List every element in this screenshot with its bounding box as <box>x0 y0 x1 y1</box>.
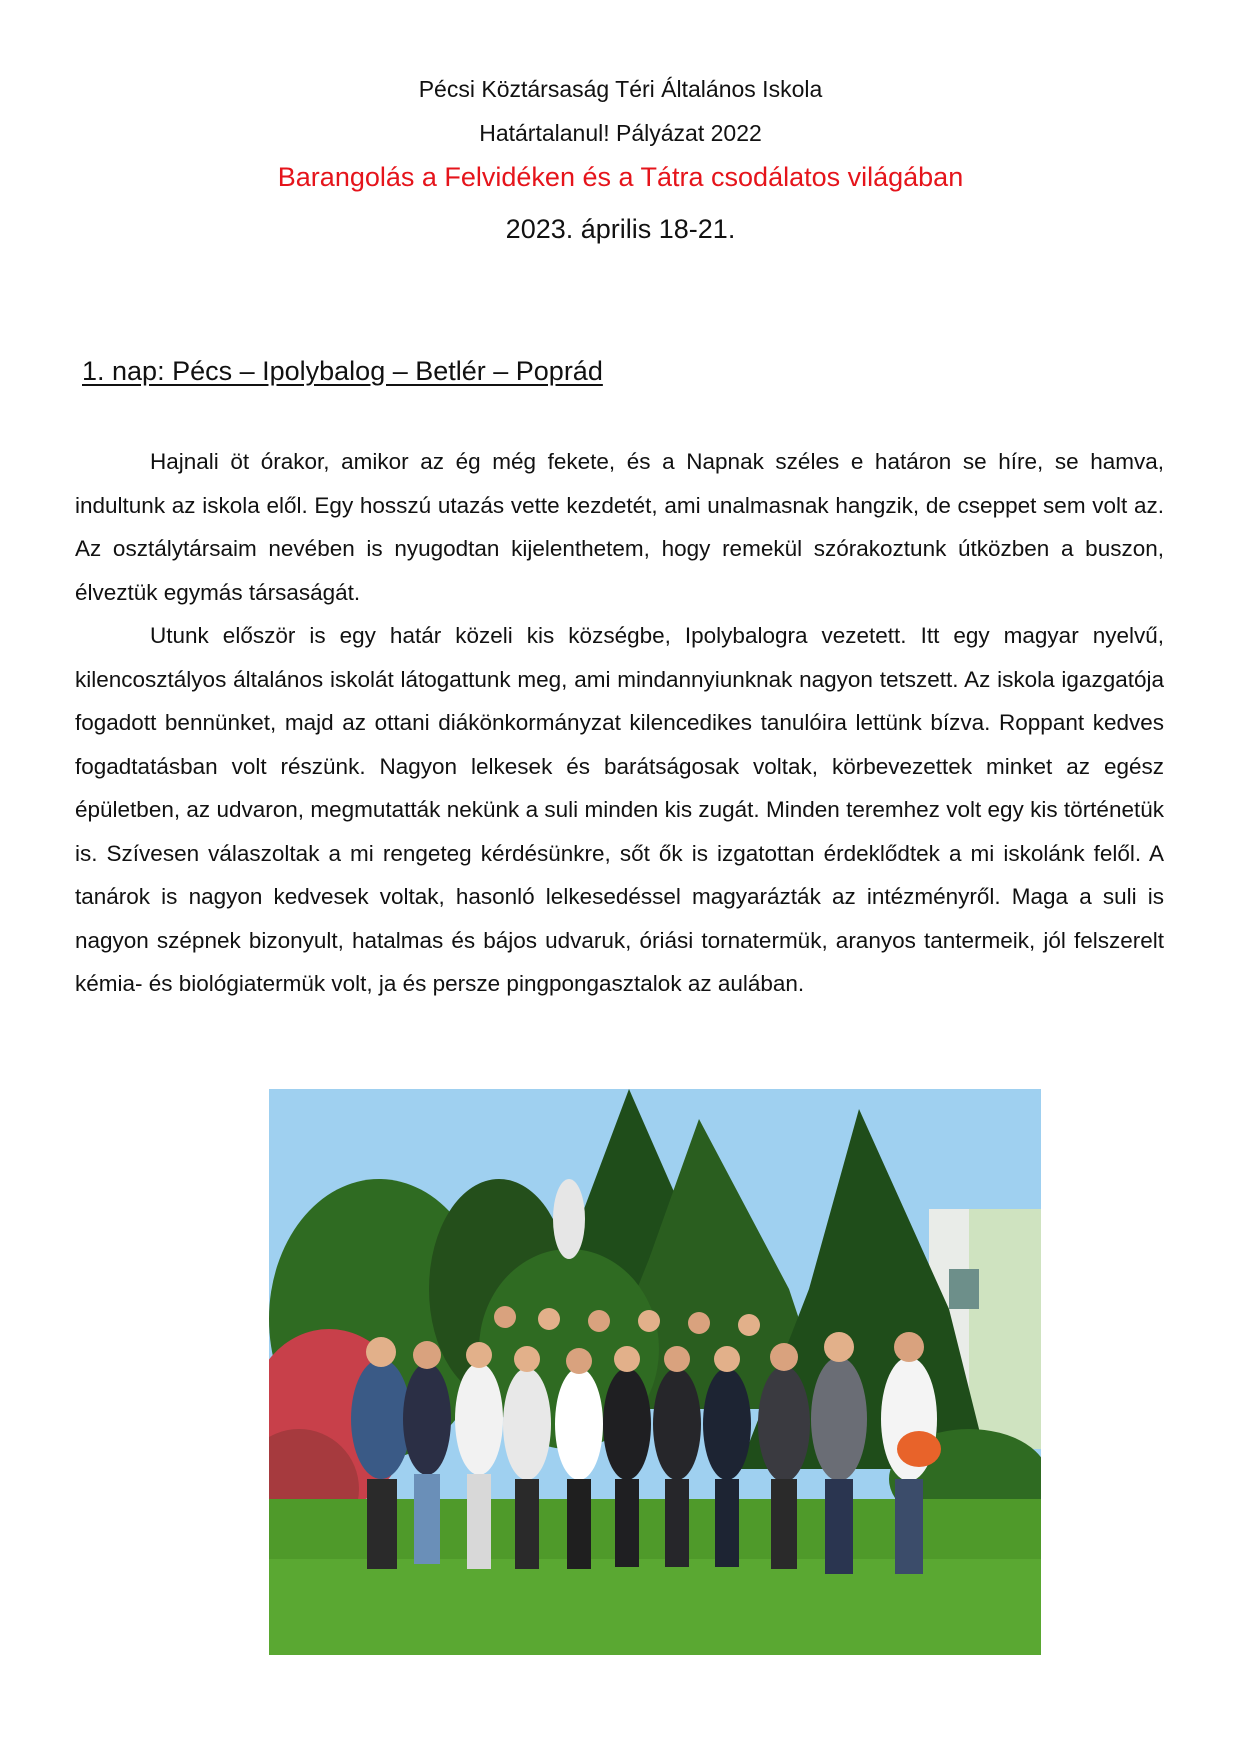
document-title: Barangolás a Felvidéken és a Tátra csodálatos világában <box>277 162 964 192</box>
day-heading: 1. nap: Pécs – Ipolybalog – Betlér – Poprád <box>82 356 603 386</box>
paragraph: Hajnali öt órakor, amikor az ég még fekete, és a Napnak széles e határon se híre, se hamva, indultunk az iskola elől. Egy hosszú utazás vette kezdetét, ami unalmasnak hangzik, de cseppet sem volt az. Az osztálytársaim nevében is nyugodtan kijelenthetem, hogy remekül szórakoztunk útközben a buszon, élveztük egymás társaságát. <box>75 449 1164 605</box>
paragraph: Utunk először is egy határ közeli kis községbe, Ipolybalogra vezetett. Itt egy magyar nyelvű, kilencosztályos általános iskolát látogattunk meg, ami mindannyiunknak nagyon tetszett. Az iskola igazgatója fogadott bennünket, majd az ottani diákönkormányzat kilencedikes tanulóira lettünk bízva. Roppant kedves fogadtatásban volt részünk. Nagyon lelkesek és barátságosak voltak, körbevezettek minket az egész épületben, az udvaron, megmutatták nekünk a suli minden kis zugát. Minden teremhez volt egy kis történetük is. Szívesen válaszoltak a mi rengeteg kérdésünkre, sőt ők is izgatottan érdeklődtek a mi iskolánk felől. A tanárok is nagyon kedvesek voltak, hasonló lelkesedéssel magyarázták az intézményről. Maga a suli is nagyon szépnek bizonyult, hatalmas és bájos udvaruk, óriási tornatermük, aranyos tantermeik, jól felszerelt kémia- és biológiatermük volt, ja és persze pingpongasztalok az aulában. <box>75 623 1164 996</box>
school-name: Pécsi Köztársaság Téri Általános Iskola <box>418 76 823 102</box>
program-name: Határtalanul! Pályázat 2022 <box>479 120 762 146</box>
group-photo-illustration <box>269 1089 1041 1655</box>
body-text <box>75 440 1164 1006</box>
group-photo <box>269 1089 1041 1655</box>
trip-date: 2023. április 18-21. <box>505 214 736 244</box>
statue <box>553 1179 585 1259</box>
